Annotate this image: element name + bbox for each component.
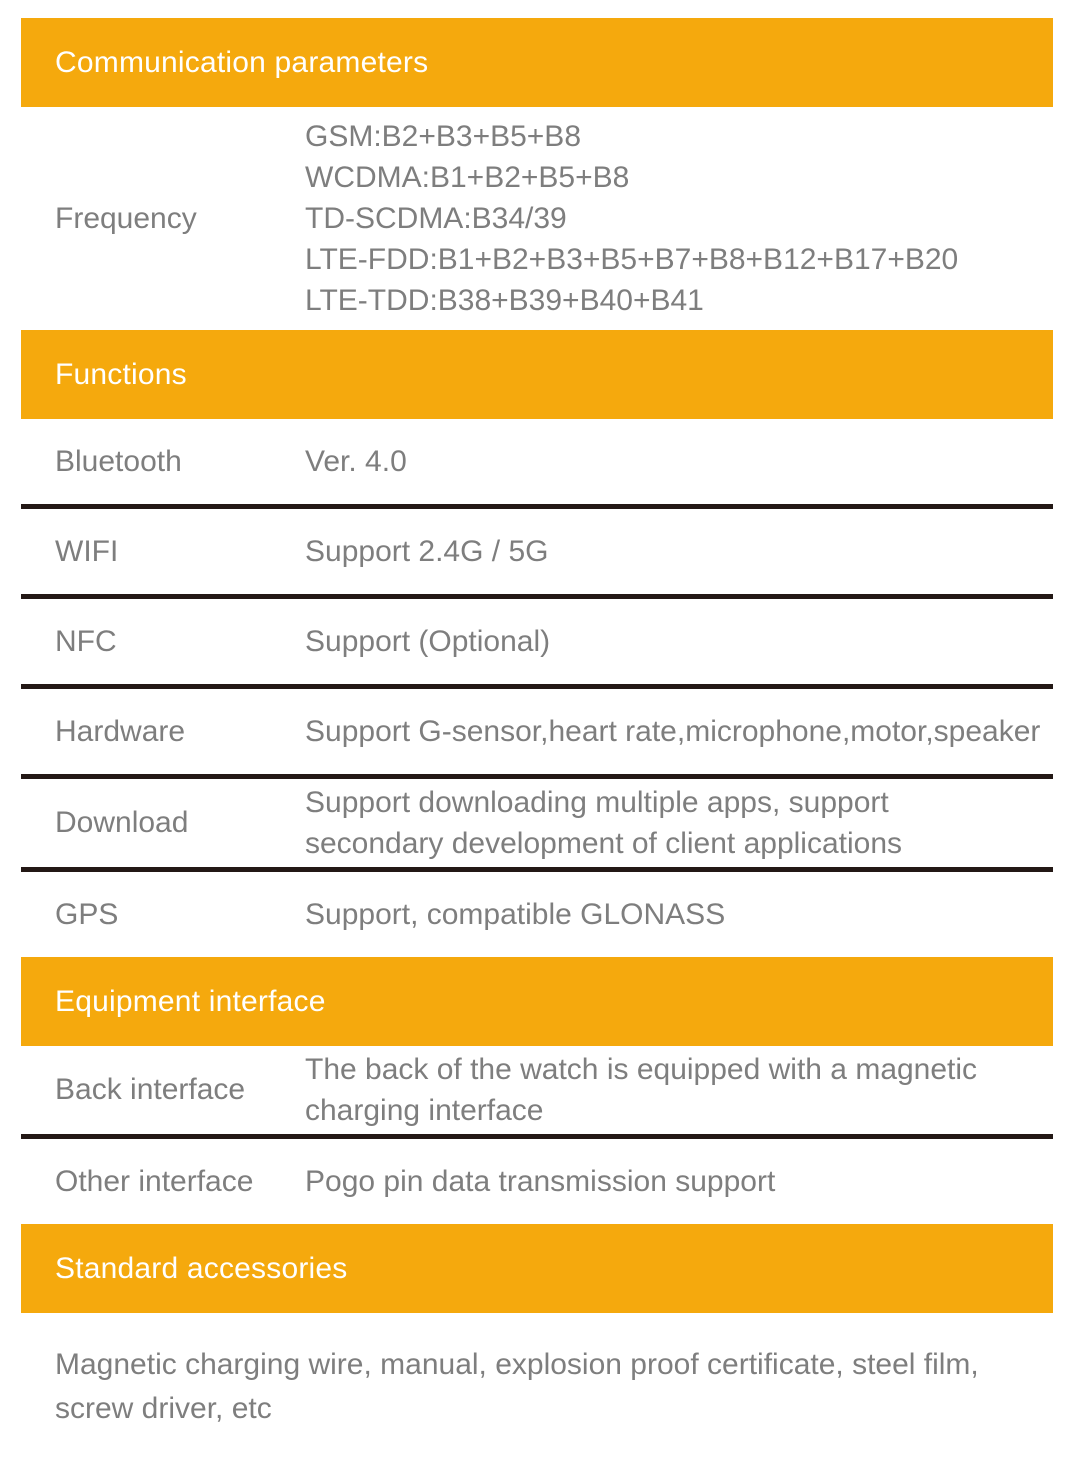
table-row-download	[0, 779, 1080, 867]
value-line: Support 2.4G / 5G	[305, 535, 549, 568]
spec-sheet	[0, 18, 1080, 1431]
row-value	[305, 621, 1080, 662]
row-value	[305, 441, 1080, 482]
value-line: secondary development of client applications	[305, 827, 903, 860]
row-label: Other interface	[55, 1164, 254, 1198]
value-line: charging interface	[305, 1094, 544, 1127]
section-title: Functions	[55, 357, 187, 391]
table-row-hardware	[0, 689, 1080, 774]
value-line: Support downloading multiple apps, support	[305, 786, 889, 819]
row-label: Frequency	[55, 201, 197, 235]
value-line: Pogo pin data transmission support	[305, 1165, 776, 1198]
row-label: Back interface	[55, 1073, 246, 1106]
value-line: Ver. 4.0	[305, 445, 407, 478]
value-line: LTE-TDD:B38+B39+B40+B41	[305, 284, 704, 317]
section-header-communication-parameters	[21, 18, 1053, 107]
table-row-bluetooth	[0, 419, 1080, 504]
value-line: GSM:B2+B3+B5+B8	[305, 120, 582, 153]
row-value	[305, 782, 1080, 864]
table-row-nfc	[0, 599, 1080, 684]
value-line: The back of the watch is equipped with a magnetic	[305, 1053, 978, 1086]
row-value	[305, 1049, 1080, 1131]
paragraph-line: screw driver, etc	[55, 1392, 272, 1425]
paragraph-line: Magnetic charging wire, manual, explosion proof certificate, steel film,	[55, 1348, 979, 1381]
row-value	[305, 531, 1080, 572]
table-row-back-interface	[0, 1046, 1080, 1134]
value-line: Support G-sensor,heart rate,microphone,motor,speaker	[305, 715, 1041, 748]
table-row-other-interface	[0, 1139, 1080, 1224]
section-title: Equipment interface	[55, 984, 326, 1018]
row-label: NFC	[55, 624, 117, 658]
row-label: Hardware	[55, 714, 186, 748]
row-label: WIFI	[55, 534, 119, 568]
section-title: Communication parameters	[55, 45, 429, 79]
value-line: LTE-FDD:B1+B2+B3+B5+B7+B8+B12+B17+B20	[305, 243, 959, 276]
row-label: Download	[55, 806, 189, 839]
value-line: WCDMA:B1+B2+B5+B8	[305, 161, 630, 194]
table-row-wifi	[0, 509, 1080, 594]
row-label: Bluetooth	[55, 444, 182, 478]
table-row-gps	[0, 872, 1080, 957]
section-header-functions	[21, 330, 1053, 419]
section-header-standard-accessories	[21, 1224, 1053, 1313]
row-value	[305, 711, 1080, 752]
row-value	[305, 1161, 1080, 1202]
accessories-paragraph	[0, 1343, 1080, 1431]
table-row-frequency	[0, 107, 1080, 330]
row-value	[305, 116, 1080, 321]
section-header-equipment-interface	[21, 957, 1053, 1046]
value-line: Support, compatible GLONASS	[305, 898, 726, 931]
section-title: Standard accessories	[55, 1251, 348, 1285]
value-line: TD-SCDMA:B34/39	[305, 202, 567, 235]
value-line: Support (Optional)	[305, 625, 551, 658]
row-value	[305, 894, 1080, 935]
row-label: GPS	[55, 897, 119, 931]
